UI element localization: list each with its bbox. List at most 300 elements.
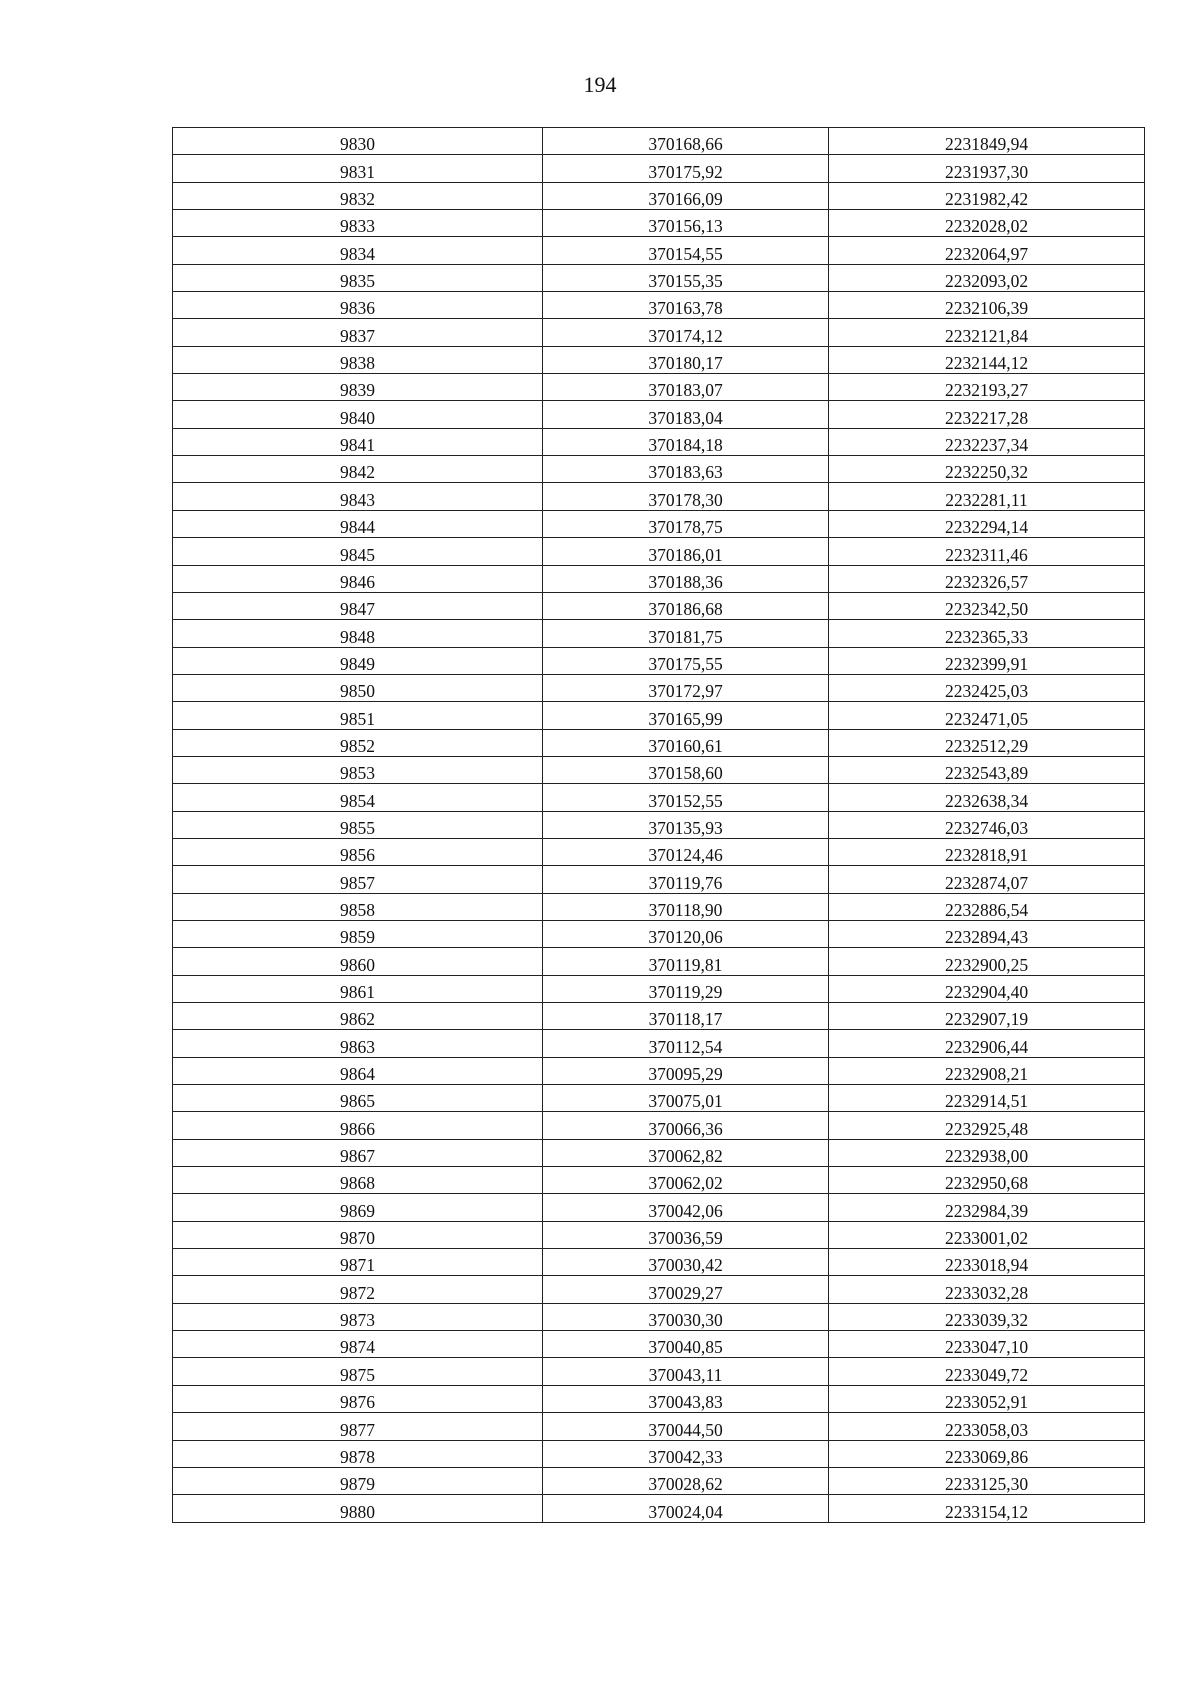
cell-text: 2232904,40 <box>944 982 1029 1002</box>
point-number-cell <box>173 975 543 1002</box>
point-number-cell <box>173 1385 543 1412</box>
cell-text: 2232914,51 <box>944 1091 1029 1112</box>
cell-text: 2232106,39 <box>944 298 1029 319</box>
cell-text: 370168,66 <box>648 134 723 155</box>
table-row <box>173 1385 1145 1412</box>
x-coordinate-cell <box>543 292 829 319</box>
point-number-cell <box>173 1085 543 1112</box>
cell-text: 370183,04 <box>648 407 723 428</box>
x-coordinate-cell <box>543 1495 829 1522</box>
y-coordinate-cell <box>829 1003 1145 1030</box>
table-row <box>173 647 1145 674</box>
page-number: 194 <box>583 72 617 97</box>
x-coordinate-cell <box>543 811 829 838</box>
point-number-cell <box>173 893 543 920</box>
table-row <box>173 1331 1145 1358</box>
point-number-cell <box>173 1276 543 1303</box>
cell-text: 2232543,89 <box>944 763 1029 784</box>
table-row <box>173 592 1145 619</box>
x-coordinate-cell <box>543 128 829 155</box>
cell-text: 2233018,94 <box>944 1255 1029 1276</box>
cell-text: 370181,75 <box>648 626 723 647</box>
cell-text: 370062,02 <box>648 1173 723 1194</box>
table-row <box>173 346 1145 373</box>
point-number-cell <box>173 401 543 428</box>
cell-text: 370183,63 <box>648 462 723 483</box>
cell-text: 370043,11 <box>648 1364 723 1385</box>
x-coordinate-cell <box>543 975 829 1002</box>
y-coordinate-cell <box>829 1385 1145 1412</box>
point-number-cell <box>173 592 543 619</box>
cell-text: 9867 <box>340 1146 375 1167</box>
table-row <box>173 428 1145 455</box>
y-coordinate-cell <box>829 1085 1145 1112</box>
x-coordinate-cell <box>543 756 829 783</box>
cell-text: 2232250,32 <box>944 462 1029 483</box>
y-coordinate-cell <box>829 674 1145 701</box>
point-number-cell <box>173 1495 543 1522</box>
cell-text: 9862 <box>340 1009 375 1030</box>
y-coordinate-cell <box>829 510 1145 537</box>
table-row <box>173 292 1145 319</box>
y-coordinate-cell <box>829 237 1145 264</box>
cell-text: 2233047,10 <box>944 1337 1029 1358</box>
cell-text: 370120,06 <box>648 927 723 948</box>
cell-text: 370075,01 <box>648 1091 723 1112</box>
cell-text: 370180,17 <box>648 353 723 374</box>
cell-text: 2232028,02 <box>944 216 1029 237</box>
cell-text: 370178,30 <box>648 489 723 510</box>
x-coordinate-cell <box>543 155 829 182</box>
point-number-cell <box>173 784 543 811</box>
cell-text: 9851 <box>340 708 375 729</box>
cell-text: 370119,76 <box>648 872 723 893</box>
point-number-cell <box>173 811 543 838</box>
x-coordinate-cell <box>543 838 829 865</box>
table-row <box>173 784 1145 811</box>
cell-text: 370175,92 <box>648 161 723 182</box>
point-number-cell <box>173 565 543 592</box>
table-row <box>173 401 1145 428</box>
cell-text: 370118,17 <box>648 1009 723 1030</box>
point-number-cell <box>173 1167 543 1194</box>
cell-text: 370184,18 <box>648 435 723 456</box>
cell-text: 2232425,03 <box>944 681 1029 702</box>
cell-text: 2232281,11 <box>945 489 1028 510</box>
cell-text: 370062,82 <box>648 1146 723 1167</box>
table-row <box>173 1495 1145 1522</box>
y-coordinate-cell <box>829 128 1145 155</box>
table-row <box>173 1085 1145 1112</box>
y-coordinate-cell <box>829 182 1145 209</box>
cell-text: 370112,54 <box>648 1036 723 1057</box>
point-number-cell <box>173 292 543 319</box>
x-coordinate-cell <box>543 1303 829 1330</box>
table-row <box>173 756 1145 783</box>
cell-text: 9879 <box>340 1474 375 1495</box>
cell-text: 9836 <box>340 298 375 319</box>
cell-text: 9857 <box>340 872 375 893</box>
cell-text: 2232399,91 <box>944 653 1029 674</box>
cell-text: 2233154,12 <box>944 1501 1029 1522</box>
x-coordinate-cell <box>543 1167 829 1194</box>
x-coordinate-cell <box>543 210 829 237</box>
table-row <box>173 920 1145 947</box>
cell-text: 2232638,34 <box>944 790 1029 811</box>
x-coordinate-cell <box>543 483 829 510</box>
cell-text: 9847 <box>340 599 375 620</box>
cell-text: 9856 <box>340 845 375 866</box>
point-number-cell <box>173 1057 543 1084</box>
cell-text: 370156,13 <box>648 216 723 237</box>
cell-text: 2232908,21 <box>944 1064 1029 1085</box>
y-coordinate-cell <box>829 319 1145 346</box>
point-number-cell <box>173 374 543 401</box>
cell-text: 9877 <box>340 1419 375 1440</box>
point-number-cell <box>173 1112 543 1139</box>
y-coordinate-cell <box>829 784 1145 811</box>
cell-text: 370095,29 <box>648 1064 723 1085</box>
cell-text: 2232294,14 <box>944 517 1029 538</box>
cell-text: 9864 <box>340 1064 375 1085</box>
cell-text: 9844 <box>340 517 375 538</box>
x-coordinate-cell <box>543 674 829 701</box>
cell-text: 2232906,44 <box>944 1036 1029 1057</box>
table-row <box>173 893 1145 920</box>
y-coordinate-cell <box>829 1221 1145 1248</box>
cell-text: 9833 <box>340 216 375 237</box>
table-row <box>173 1030 1145 1057</box>
x-coordinate-cell <box>543 401 829 428</box>
cell-text: 370152,55 <box>648 790 723 811</box>
cell-text: 9837 <box>340 325 375 346</box>
y-coordinate-cell <box>829 920 1145 947</box>
cell-text: 2232818,91 <box>944 845 1029 866</box>
table-row <box>173 1221 1145 1248</box>
cell-text: 9870 <box>340 1228 375 1249</box>
point-number-cell <box>173 128 543 155</box>
point-number-cell <box>173 1030 543 1057</box>
point-number-cell <box>173 1303 543 1330</box>
x-coordinate-cell <box>543 1276 829 1303</box>
point-number-cell <box>173 647 543 674</box>
cell-text: 9842 <box>340 462 375 483</box>
table-row <box>173 538 1145 565</box>
cell-text: 370160,61 <box>648 735 723 756</box>
x-coordinate-cell <box>543 346 829 373</box>
x-coordinate-cell <box>543 784 829 811</box>
table-row <box>173 182 1145 209</box>
point-number-cell <box>173 1440 543 1467</box>
x-coordinate-cell <box>543 729 829 756</box>
x-coordinate-cell <box>543 1112 829 1139</box>
point-number-cell <box>173 319 543 346</box>
cell-text: 9830 <box>340 134 375 155</box>
cell-text: 9832 <box>340 189 375 210</box>
table-row <box>173 975 1145 1002</box>
table-row <box>173 1467 1145 1494</box>
point-number-cell <box>173 702 543 729</box>
point-number-cell <box>173 1331 543 1358</box>
cell-text: 2232311,46 <box>945 544 1028 565</box>
cell-text: 2232984,39 <box>944 1200 1029 1221</box>
y-coordinate-cell <box>829 1440 1145 1467</box>
x-coordinate-cell <box>543 456 829 483</box>
cell-text: 9831 <box>340 161 375 182</box>
cell-text: 9875 <box>340 1364 375 1385</box>
cell-text: 2233052,91 <box>944 1392 1029 1413</box>
cell-text: 9859 <box>340 927 375 948</box>
cell-text: 2232925,48 <box>944 1118 1029 1139</box>
x-coordinate-cell <box>543 893 829 920</box>
x-coordinate-cell <box>543 374 829 401</box>
y-coordinate-cell <box>829 948 1145 975</box>
cell-text: 9845 <box>340 544 375 565</box>
cell-text: 9854 <box>340 790 375 811</box>
x-coordinate-cell <box>543 866 829 893</box>
x-coordinate-cell <box>543 1194 829 1221</box>
y-coordinate-cell <box>829 483 1145 510</box>
y-coordinate-cell <box>829 1495 1145 1522</box>
cell-text: 370042,33 <box>648 1446 723 1467</box>
cell-text: 9858 <box>340 899 375 920</box>
y-coordinate-cell <box>829 346 1145 373</box>
table-row <box>173 1440 1145 1467</box>
cell-text: 370158,60 <box>648 763 723 784</box>
x-coordinate-cell <box>543 647 829 674</box>
cell-text: 9839 <box>340 380 375 401</box>
y-coordinate-cell <box>829 756 1145 783</box>
y-coordinate-cell <box>829 1167 1145 1194</box>
table-row <box>173 264 1145 291</box>
point-number-cell <box>173 428 543 455</box>
cell-text: 9872 <box>340 1282 375 1303</box>
cell-text: 9868 <box>340 1173 375 1194</box>
cell-text: 9849 <box>340 653 375 674</box>
y-coordinate-cell <box>829 210 1145 237</box>
table-row <box>173 1249 1145 1276</box>
point-number-cell <box>173 155 543 182</box>
y-coordinate-cell <box>829 264 1145 291</box>
cell-text: 2231937,30 <box>944 161 1029 182</box>
table-row <box>173 483 1145 510</box>
cell-text: 370163,78 <box>648 298 723 319</box>
table-row <box>173 620 1145 647</box>
x-coordinate-cell <box>543 565 829 592</box>
x-coordinate-cell <box>543 1139 829 1166</box>
point-number-cell <box>173 182 543 209</box>
y-coordinate-cell <box>829 1413 1145 1440</box>
y-coordinate-cell <box>829 538 1145 565</box>
cell-text: 370040,85 <box>648 1337 723 1358</box>
y-coordinate-cell <box>829 1331 1145 1358</box>
cell-text: 9848 <box>340 626 375 647</box>
y-coordinate-cell <box>829 1249 1145 1276</box>
table-row <box>173 1358 1145 1385</box>
table-row <box>173 237 1145 264</box>
cell-text: 370066,36 <box>648 1118 723 1139</box>
cell-text: 370030,42 <box>648 1255 723 1276</box>
cell-text: 2232950,68 <box>944 1173 1029 1194</box>
x-coordinate-cell <box>543 1249 829 1276</box>
y-coordinate-cell <box>829 374 1145 401</box>
table-row <box>173 374 1145 401</box>
cell-text: 2232938,00 <box>944 1146 1029 1167</box>
table-row <box>173 948 1145 975</box>
cell-text: 2232886,54 <box>944 899 1029 920</box>
x-coordinate-cell <box>543 1440 829 1467</box>
x-coordinate-cell <box>543 1221 829 1248</box>
y-coordinate-cell <box>829 1057 1145 1084</box>
cell-text: 2232237,34 <box>944 435 1029 456</box>
table-row <box>173 1057 1145 1084</box>
cell-text: 9871 <box>340 1255 375 1276</box>
x-coordinate-cell <box>543 264 829 291</box>
table-row <box>173 729 1145 756</box>
table-row <box>173 838 1145 865</box>
x-coordinate-cell <box>543 620 829 647</box>
cell-text: 370124,46 <box>648 845 723 866</box>
x-coordinate-cell <box>543 319 829 346</box>
y-coordinate-cell <box>829 1112 1145 1139</box>
point-number-cell <box>173 866 543 893</box>
y-coordinate-cell <box>829 702 1145 729</box>
x-coordinate-cell <box>543 1467 829 1494</box>
cell-text: 370028,62 <box>648 1474 723 1495</box>
cell-text: 2233058,03 <box>944 1419 1029 1440</box>
cell-text: 9834 <box>340 243 375 264</box>
table-row <box>173 128 1145 155</box>
cell-text: 2232894,43 <box>944 927 1029 948</box>
x-coordinate-cell <box>543 702 829 729</box>
y-coordinate-cell <box>829 292 1145 319</box>
cell-text: 9838 <box>340 353 375 374</box>
point-number-cell <box>173 920 543 947</box>
table-row <box>173 210 1145 237</box>
cell-text: 2233039,32 <box>944 1310 1029 1331</box>
cell-text: 9843 <box>340 489 375 510</box>
table-row <box>173 510 1145 537</box>
cell-text: 9873 <box>340 1310 375 1331</box>
x-coordinate-cell <box>543 1085 829 1112</box>
table-row <box>173 456 1145 483</box>
cell-text: 370174,12 <box>648 325 723 346</box>
x-coordinate-cell <box>543 920 829 947</box>
cell-text: 2232746,03 <box>944 817 1029 838</box>
cell-text: 370024,04 <box>648 1501 723 1522</box>
cell-text: 2233125,30 <box>944 1474 1029 1495</box>
x-coordinate-cell <box>543 237 829 264</box>
table-row <box>173 565 1145 592</box>
cell-text: 9841 <box>340 435 375 456</box>
cell-text: 370135,93 <box>648 817 723 838</box>
y-coordinate-cell <box>829 401 1145 428</box>
cell-text: 9855 <box>340 817 375 838</box>
cell-text: 370154,55 <box>648 243 723 264</box>
point-number-cell <box>173 237 543 264</box>
point-number-cell <box>173 1221 543 1248</box>
table-row <box>173 702 1145 729</box>
cell-text: 2232064,97 <box>944 243 1029 264</box>
point-number-cell <box>173 1003 543 1030</box>
table-row <box>173 1139 1145 1166</box>
cell-text: 2232326,57 <box>944 571 1029 592</box>
point-number-cell <box>173 756 543 783</box>
y-coordinate-cell <box>829 155 1145 182</box>
point-number-cell <box>173 674 543 701</box>
table-row <box>173 155 1145 182</box>
point-number-cell <box>173 1467 543 1494</box>
table-row <box>173 811 1145 838</box>
cell-text: 2232874,07 <box>944 872 1029 893</box>
cell-text: 370172,97 <box>648 681 723 702</box>
y-coordinate-cell <box>829 866 1145 893</box>
cell-text: 2233049,72 <box>944 1364 1029 1385</box>
x-coordinate-cell <box>543 592 829 619</box>
cell-text: 370044,50 <box>648 1419 723 1440</box>
x-coordinate-cell <box>543 1003 829 1030</box>
y-coordinate-cell <box>829 647 1145 674</box>
table-row <box>173 1167 1145 1194</box>
cell-text: 370042,06 <box>648 1200 723 1221</box>
x-coordinate-cell <box>543 948 829 975</box>
cell-text: 9853 <box>340 763 375 784</box>
cell-text: 9840 <box>340 407 375 428</box>
point-number-cell <box>173 538 543 565</box>
point-number-cell <box>173 1139 543 1166</box>
point-number-cell <box>173 1413 543 1440</box>
table-row <box>173 1276 1145 1303</box>
cell-text: 370175,55 <box>648 653 723 674</box>
cell-text: 9861 <box>340 982 375 1002</box>
cell-text: 9869 <box>340 1200 375 1221</box>
cell-text: 9835 <box>340 271 375 292</box>
cell-text: 9860 <box>340 954 375 975</box>
table-row <box>173 1003 1145 1030</box>
cell-text: 370119,29 <box>648 982 723 1002</box>
cell-text: 370036,59 <box>648 1228 723 1249</box>
y-coordinate-cell <box>829 1276 1145 1303</box>
cell-text: 2232365,33 <box>944 626 1029 647</box>
point-number-cell <box>173 948 543 975</box>
point-number-cell <box>173 838 543 865</box>
coordinates-table-body <box>173 128 1145 1523</box>
cell-text: 9865 <box>340 1091 375 1112</box>
cell-text: 2232144,12 <box>944 353 1029 374</box>
cell-text: 9850 <box>340 681 375 702</box>
y-coordinate-cell <box>829 1358 1145 1385</box>
table-row <box>173 1112 1145 1139</box>
cell-text: 9876 <box>340 1392 375 1413</box>
point-number-cell <box>173 510 543 537</box>
y-coordinate-cell <box>829 893 1145 920</box>
cell-text: 370188,36 <box>648 571 723 592</box>
cell-text: 2232900,25 <box>944 954 1029 975</box>
table-row <box>173 1413 1145 1440</box>
cell-text: 9878 <box>340 1446 375 1467</box>
table-row <box>173 1303 1145 1330</box>
point-number-cell <box>173 456 543 483</box>
point-number-cell <box>173 346 543 373</box>
y-coordinate-cell <box>829 565 1145 592</box>
cell-text: 2232471,05 <box>944 708 1029 729</box>
point-number-cell <box>173 1249 543 1276</box>
point-number-cell <box>173 210 543 237</box>
point-number-cell <box>173 620 543 647</box>
cell-text: 2232907,19 <box>944 1009 1029 1030</box>
y-coordinate-cell <box>829 975 1145 1002</box>
y-coordinate-cell <box>829 1139 1145 1166</box>
